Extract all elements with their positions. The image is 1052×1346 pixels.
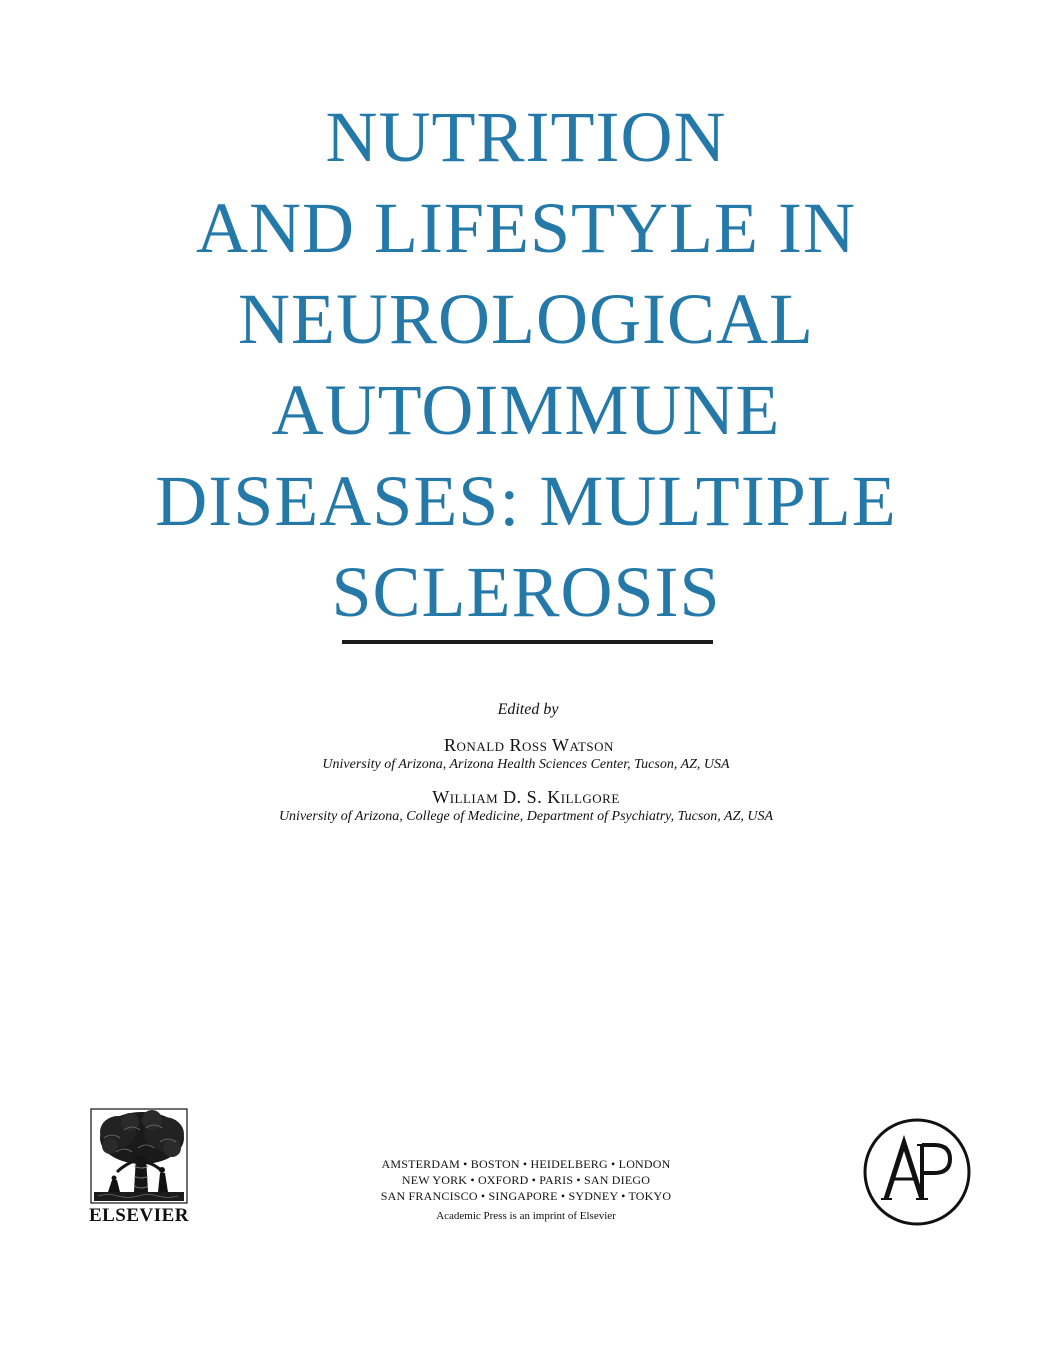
cities-line-2: NEW YORK • OXFORD • PARIS • SAN DIEGO (401, 1173, 651, 1187)
editors-block (0, 700, 1052, 838)
title-divider-rule (342, 640, 713, 644)
title-line-1: NUTRITION (325, 97, 727, 177)
title-line-2: AND LIFESTYLE IN (196, 188, 856, 268)
editor-affiliation-watson: University of Arizona, Arizona Health Sciences Center, Tucson, AZ, USA (322, 757, 730, 772)
editor-name-killgore: William D. S. Killgore (432, 787, 620, 807)
editor-affiliation-killgore: University of Arizona, College of Medicine, Department of Psychiatry, Tucson, AZ, USA (278, 809, 774, 824)
academic-press-logo-icon (862, 1117, 972, 1227)
edited-by-label: Edited by (497, 701, 559, 718)
cities-line-3: SAN FRANCISCO • SINGAPORE • SYDNEY • TOKYO (380, 1189, 672, 1203)
title-line-5: DISEASES: MULTIPLE (155, 461, 897, 541)
title-line-4: AUTOIMMUNE (271, 370, 781, 450)
editor-name-watson: Ronald Ross Watson (444, 735, 614, 755)
title-line-3: NEUROLOGICAL (238, 279, 814, 359)
elsevier-wordmark: ELSEVIER (88, 1205, 190, 1226)
imprint-note: Academic Press is an imprint of Elsevier (436, 1210, 616, 1222)
cities-line-1: AMSTERDAM • BOSTON • HEIDELBERG • LONDON (381, 1157, 671, 1171)
book-title (0, 92, 1052, 638)
title-line-6: SCLEROSIS (331, 552, 721, 632)
